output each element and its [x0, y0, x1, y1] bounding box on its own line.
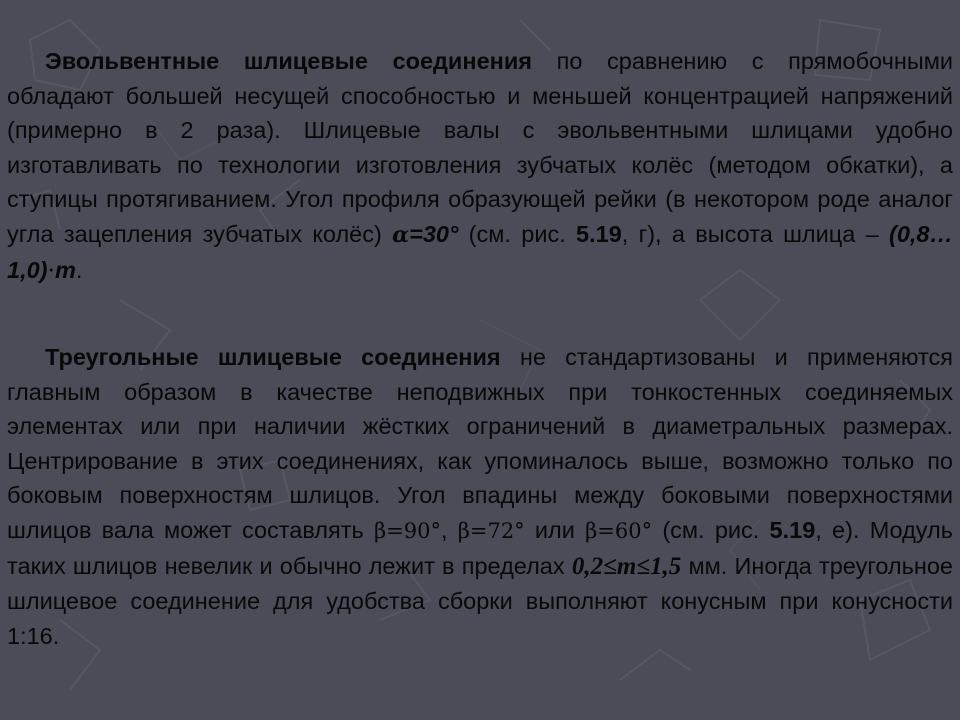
multiply-dot: ·: [47, 255, 55, 284]
paragraph1-text-b: (см. рис.: [458, 220, 577, 247]
paragraph2-text-d: мм. Иногда треугольное шлицевое соединение для удобства сборки выполняют конусным при конусности 1:16.: [7, 552, 954, 649]
separator: ,: [440, 516, 458, 543]
separator-or: или: [524, 516, 586, 543]
module-m: m: [54, 256, 76, 283]
alpha-value: =30°: [409, 220, 459, 247]
figure-ref-1: 5.19: [576, 220, 622, 247]
paragraph1-end: .: [75, 256, 83, 283]
height-formula: (0,8…1,0): [7, 220, 953, 283]
figure-ref-2: 5.19: [769, 516, 816, 543]
beta-72: β=72°: [457, 518, 525, 543]
heading-triangular-splines: Треугольные шлицевые соединения: [45, 344, 501, 370]
paragraph2-text-a: не стандартизованы и применяются главным образом в качестве неподвижных при тонкостенных соединяемых элементах или при наличии жёстких ограничений в диаметральных размерах. Центрирование в этих соединениях, как упоминалось выше, возможно только по боковым поверхностям шлицов. Угол впадины между боковыми поверхностями шлицов вала может составлять: [7, 344, 953, 543]
alpha-symbol: α: [392, 221, 410, 248]
module-range-formula: 0,2≤m≤1,5: [571, 552, 682, 580]
paragraph-involute-splines: [7, 44, 953, 287]
paragraph1-text-c: , г), а высота шлица –: [621, 220, 889, 247]
paragraph2-text-b: (см. рис.: [652, 516, 770, 543]
beta-60: β=60°: [585, 518, 653, 543]
heading-involute-splines: Эвольвентные шлицевые соединения: [45, 48, 532, 74]
paragraph2-text-c: , е). Модуль таких шлицов невелик и обычно лежит в пределах: [7, 516, 953, 579]
paragraph1-text-a: по сравнению с прямобочными обладают большей несущей способностью и меньшей концентрацией напряжений (примерно в 2 раза). Шлицевые валы с эвольвентными шлицами удобно изготавливать по технологии изготовления зубчатых колёс (методом обкатки), а ступицы протягиванием. Угол профиля образующей рейки (в некотором роде аналог угла зацепления зубчатых колёс): [7, 48, 954, 247]
beta-90: β=90°: [373, 518, 441, 543]
paragraph-triangular-splines: [7, 340, 953, 653]
